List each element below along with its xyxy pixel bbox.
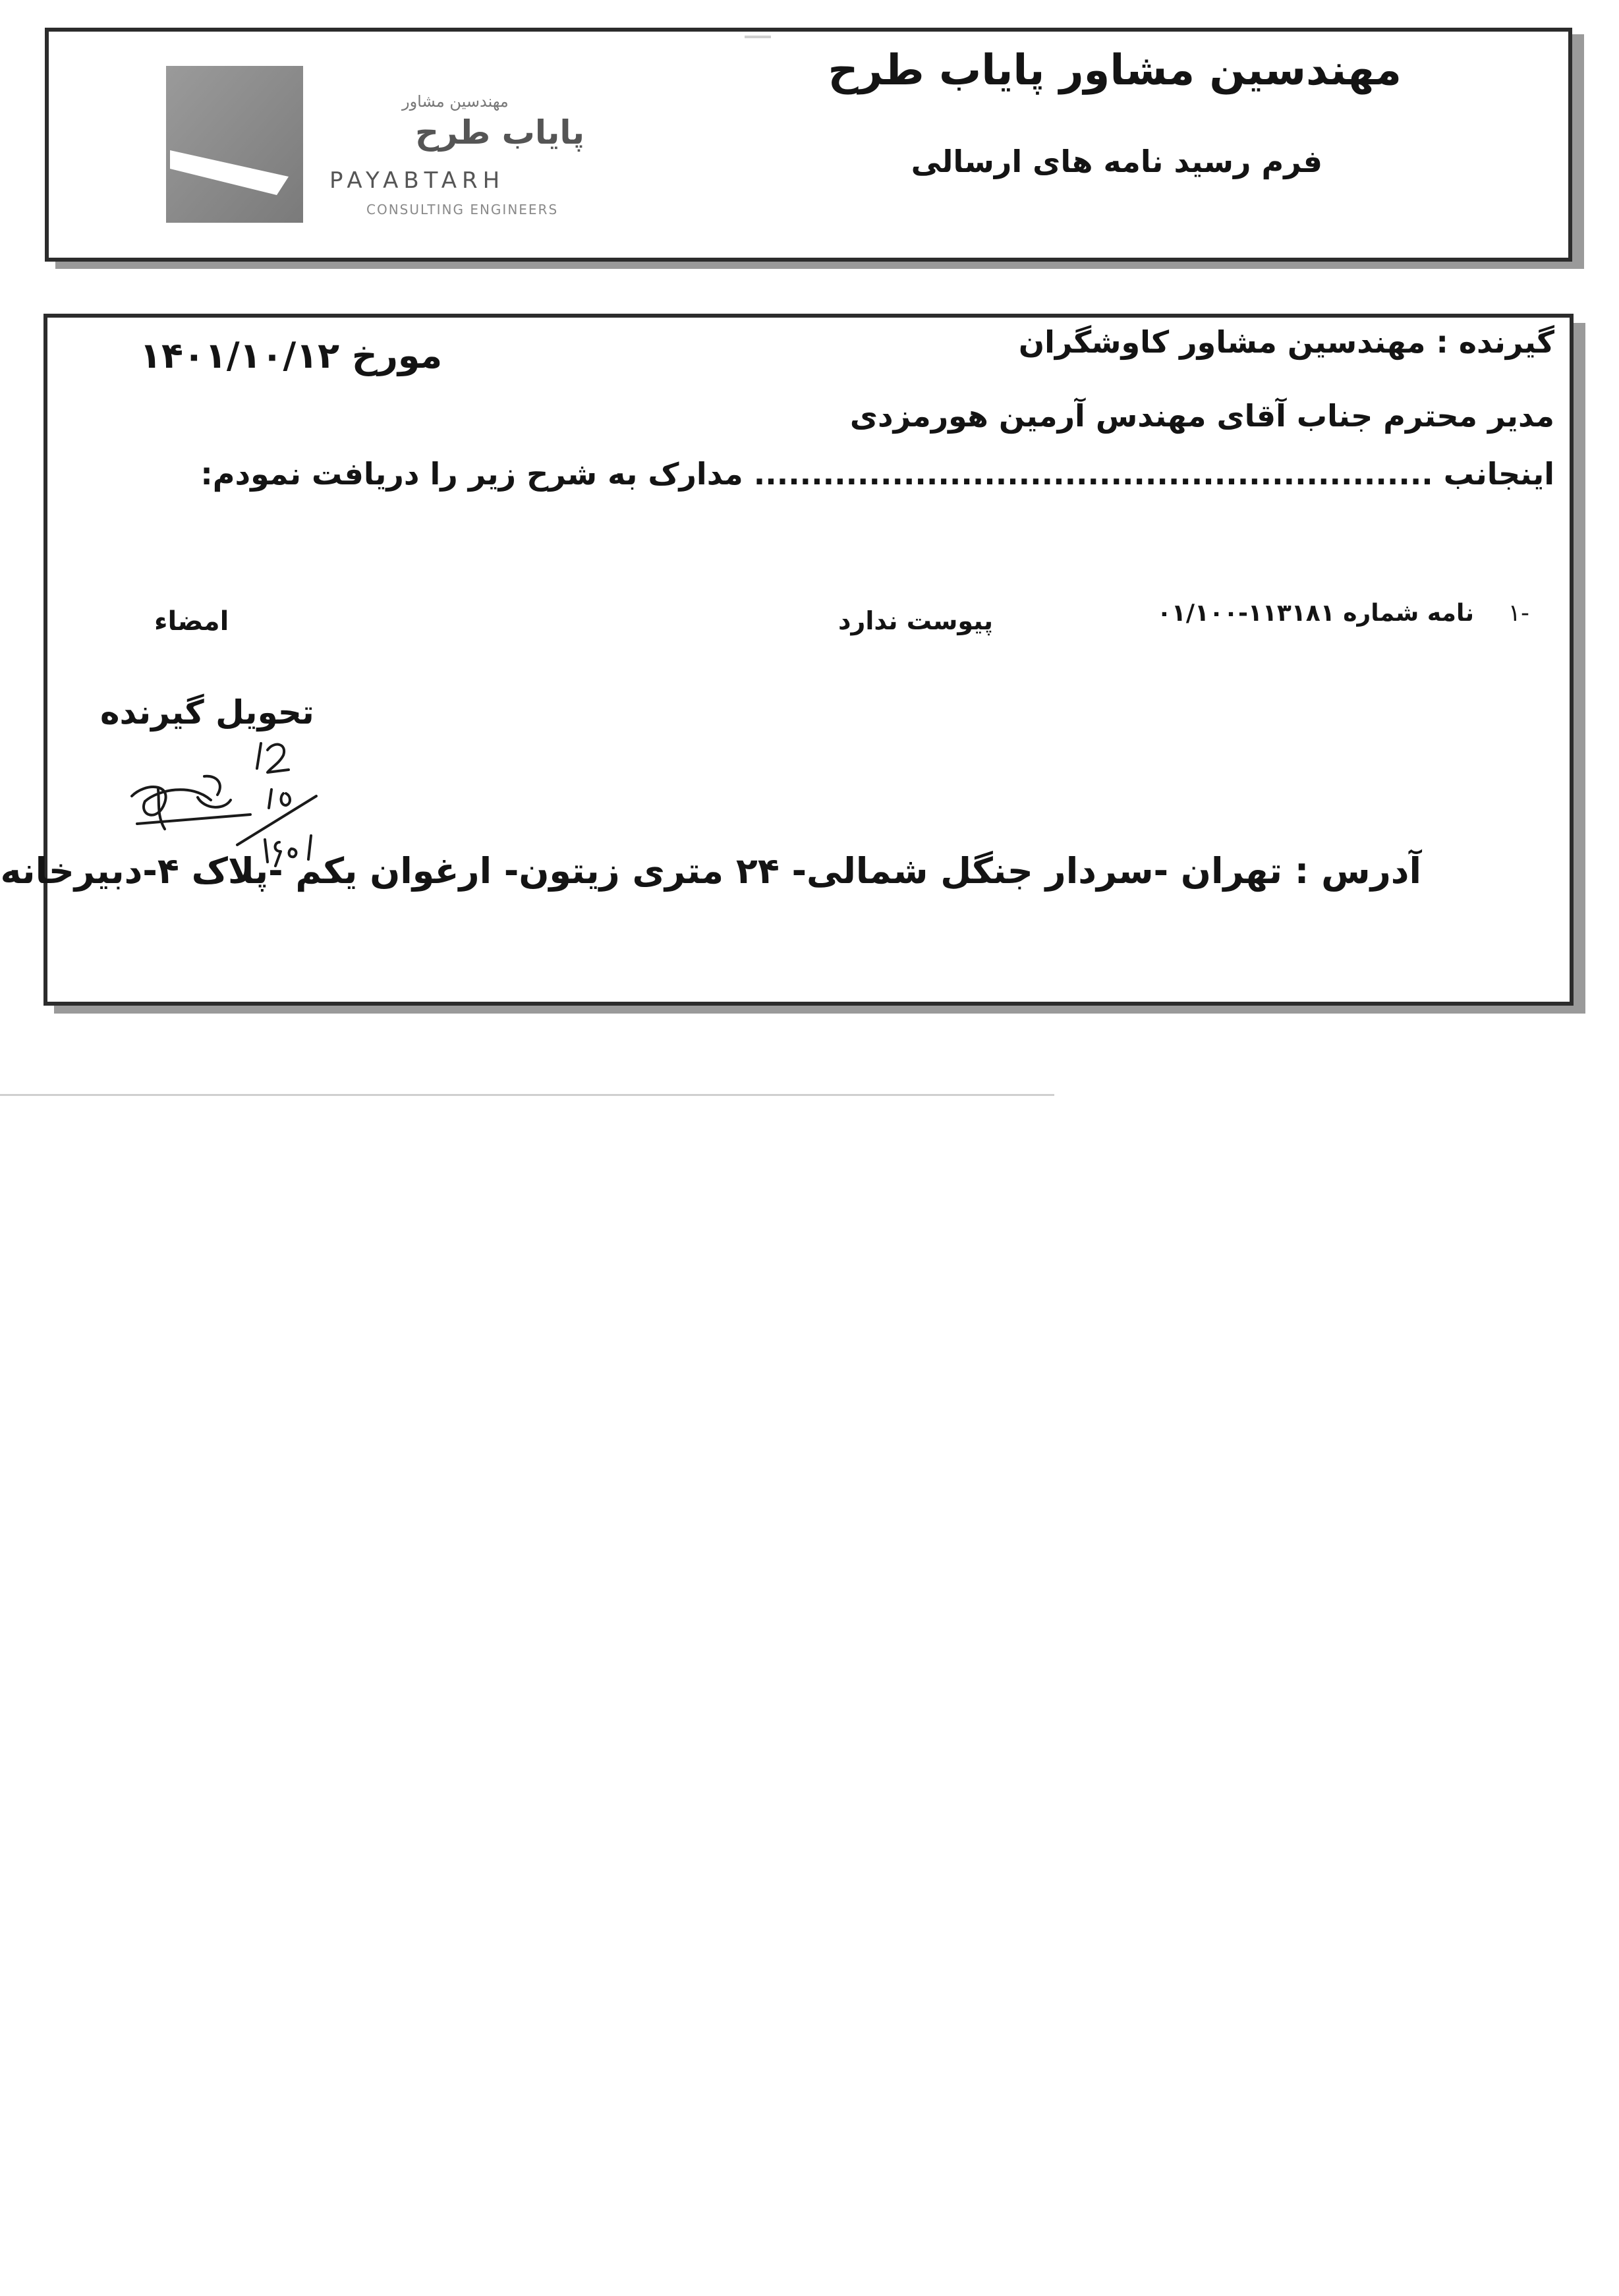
company-logo-mark xyxy=(166,66,303,223)
logo-text-small: مهندسین مشاور xyxy=(402,92,509,111)
receiver-label: تحویل گیرنده xyxy=(100,693,314,732)
addressee-line: مدیر محترم جناب آقای مهندس آرمین هورمزدی xyxy=(849,398,1554,434)
letter-date: مورخ ۱۴۰۱/۱۰/۱۲ xyxy=(140,335,443,376)
address-line: آدرس : تهران -سردار جنگل شمالی- ۲۴ متری زیتون- ارغوان یکم -پلاک ۴-دبیرخانه xyxy=(0,850,1421,892)
logo-text-english: PAYABTARH xyxy=(329,167,505,194)
form-title: فرم رسید نامه های ارسالی xyxy=(911,144,1322,179)
item-attachment: پیوست ندارد xyxy=(838,606,993,635)
company-name: مهندسین مشاور پایاب طرح xyxy=(828,46,1402,95)
recipient-line: گیرنده : مهندسین مشاور کاوشگران xyxy=(1018,324,1554,360)
scan-mark xyxy=(745,36,771,38)
item-description: نامه شماره ۱۱۳۱۸۱-۰۱/۱۰۰ xyxy=(1156,600,1474,627)
signature-label: امضاء xyxy=(154,606,229,637)
item-number: ۱- xyxy=(1508,600,1529,627)
logo-text-subtitle: CONSULTING ENGINEERS xyxy=(366,202,559,217)
receipt-statement: اینجانب ........................................................... مدارک به شرح زیر را دریافت نمودم: xyxy=(200,456,1554,492)
scan-edge xyxy=(0,1094,1054,1096)
logo-text-main: پایاب طرح xyxy=(415,113,584,152)
